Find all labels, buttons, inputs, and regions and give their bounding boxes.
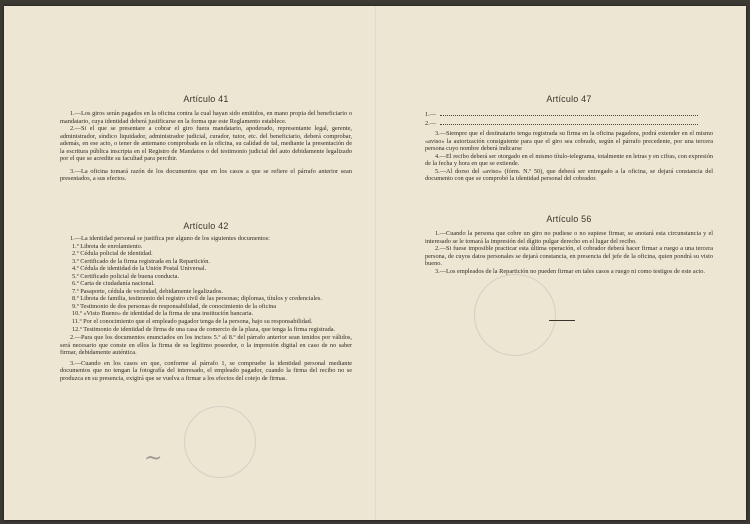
list-item: 10.º «Visto Bueno» de identidad de la firma de una institución bancaria. bbox=[72, 310, 254, 318]
article-41-title: Artículo 41 bbox=[183, 94, 229, 104]
article-41-paragraph: 3.—La oficina tomará razón de los documentos que en los casos a que se refiere el párrafo anterior sean presentados, a sus efectos. bbox=[60, 167, 352, 183]
article-41-paragraph: 1.—Los giros serán pagados en la oficina contra la cual hayan sido emitidos, en mano propia del beneficiario o mandatario, cuya identidad deberá justificarse en la forma que este Reglamento establece. bbox=[60, 110, 352, 125]
article-56-paragraph: 2.—Si fuese imposible practicar esta última operación, el cobrador deberá hacer firmar a ruego a una tercera persona, de cuyos datos personales se dejará constancia, en presencia del jefe de la oficina, quien pondrá su visto bueno. bbox=[425, 245, 713, 268]
list-item: 2.º Cédula policial de identidad. bbox=[72, 250, 153, 258]
article-56-title: Artículo 56 bbox=[546, 214, 592, 224]
list-item: 9.º Testimonio de dos personas de responsabilidad, de conocimiento de la oficina bbox=[72, 302, 277, 310]
article-42-body bbox=[60, 235, 352, 382]
list-item: 4.º Cédula de identidad de la Unión Postal Universal. bbox=[72, 265, 207, 273]
list-item: 11.º Por el conocimiento que el empleado pagador tenga de la persona, bajo su responsabilidad. bbox=[72, 318, 313, 326]
blank-line-item: 2.— bbox=[425, 119, 713, 128]
list-item: 7.º Pasaporte, cédula de vecindad, debidamente legalizados. bbox=[72, 287, 223, 295]
article-47-paragraph: 3.—Siempre que el destinatario tenga registrada su firma en la oficina pagadora, podrá extender en el mismo «aviso» la autorización consiguiente para que el giro sea cobrado, según el párrafo precedente, por una tercera persona cuyo nombre deberá indicarse bbox=[425, 130, 713, 153]
article-42-paragraph: 3.—Cuando en los casos en que, conforme al párrafo 1, se compruebe la identidad personal mediante documentos que no tengan la fotografía del interesado, el empleado pagador, cuando la firma del recibo no se produzca en su presencia, exigirá que se vuelva a firmar a los efectos del cotejo de firmas. bbox=[60, 359, 352, 382]
faint-postmark-stamp bbox=[474, 274, 556, 356]
article-42-paragraph: 2.—Para que los documentos enunciados en los incisos 5.º al 8.º del párrafo anterior sean tenidos por válidos, será necesario que conste en ellos la firma de su legítimo poseedor, o la impresión digital en caso de no saber firmar, debidamente auténtica. bbox=[60, 334, 352, 357]
article-47-paragraph: 5.—Al dorso del «aviso» (fórm. N.º 50), que deberá ser entregado a la oficina, se dejará constancia del documento con que se comprobó la identidad personal del cobrador. bbox=[425, 167, 713, 183]
article-42-intro: 1.—La identidad personal se justifica por alguno de los siguientes documentos: bbox=[70, 235, 270, 242]
article-47-body bbox=[425, 110, 713, 183]
article-47-title: Artículo 47 bbox=[546, 94, 592, 104]
article-42-title: Artículo 42 bbox=[183, 221, 229, 231]
article-47-paragraph: 4.—El recibo deberá ser otorgado en el mismo título-telegrama, totalmente en letras y en cifras, con expresión de la fecha y hora en que se extiende. bbox=[425, 152, 713, 168]
list-item: 8.º Libreta de familia, testimonio del registro civil de las personas; diplomas, títulos y credenciales. bbox=[72, 295, 322, 303]
list-item: 6.º Carta de ciudadanía nacional. bbox=[72, 280, 155, 288]
list-item: 1.º Libreta de enrolamiento. bbox=[72, 242, 143, 250]
document-sheet bbox=[4, 6, 746, 520]
article-56-paragraph: 1.—Cuando la persona que cobre un giro no pudiese o no supiese firmar, se anotará esta circunstancia y el interesado se le tomará la impresión del dígito pulgar derecho en el lugar del recibo. bbox=[425, 230, 713, 245]
faint-signature: ~ bbox=[144, 446, 163, 471]
faint-postmark-stamp bbox=[184, 406, 256, 478]
article-56-body bbox=[425, 230, 713, 275]
article-41-paragraph: 2.—Si el que se presentare a cobrar el giro fuera mandatario, apoderado, representante legal, gerente, administrador, síndico liquidador, administrador judicial, curador, tutor, etc. del beneficiario, deberá comprobar, además, en ese acto, o tener de antemano comprobada en la oficina, su calidad de tal, mediante la presentación de la escritura pública inscripta en el Registro de Mandatos o del testimonio judicial del auto debidamente legalizado por el que se acredite su facultad para percibir. bbox=[60, 125, 352, 163]
blank-line-item: 1.— bbox=[425, 110, 713, 119]
list-item: 5.º Certificado policial de buena conducta. bbox=[72, 272, 180, 280]
page-fold bbox=[375, 6, 377, 520]
article-56-paragraph: 3.—Los empleados de la Repartición no pueden firmar en tales casos a ruego ni como testigos de este acto. bbox=[435, 267, 705, 275]
list-item: 12.º Testimonio de identidad de firma de una casa de comercio de la plaza, que tenga la firma registrada. bbox=[72, 325, 336, 333]
identity-documents-list bbox=[60, 243, 352, 334]
list-item: 3.º Certificado de la firma registrada en la Repartición. bbox=[72, 257, 210, 265]
article-41-body bbox=[60, 110, 352, 183]
closing-rule bbox=[549, 320, 575, 321]
